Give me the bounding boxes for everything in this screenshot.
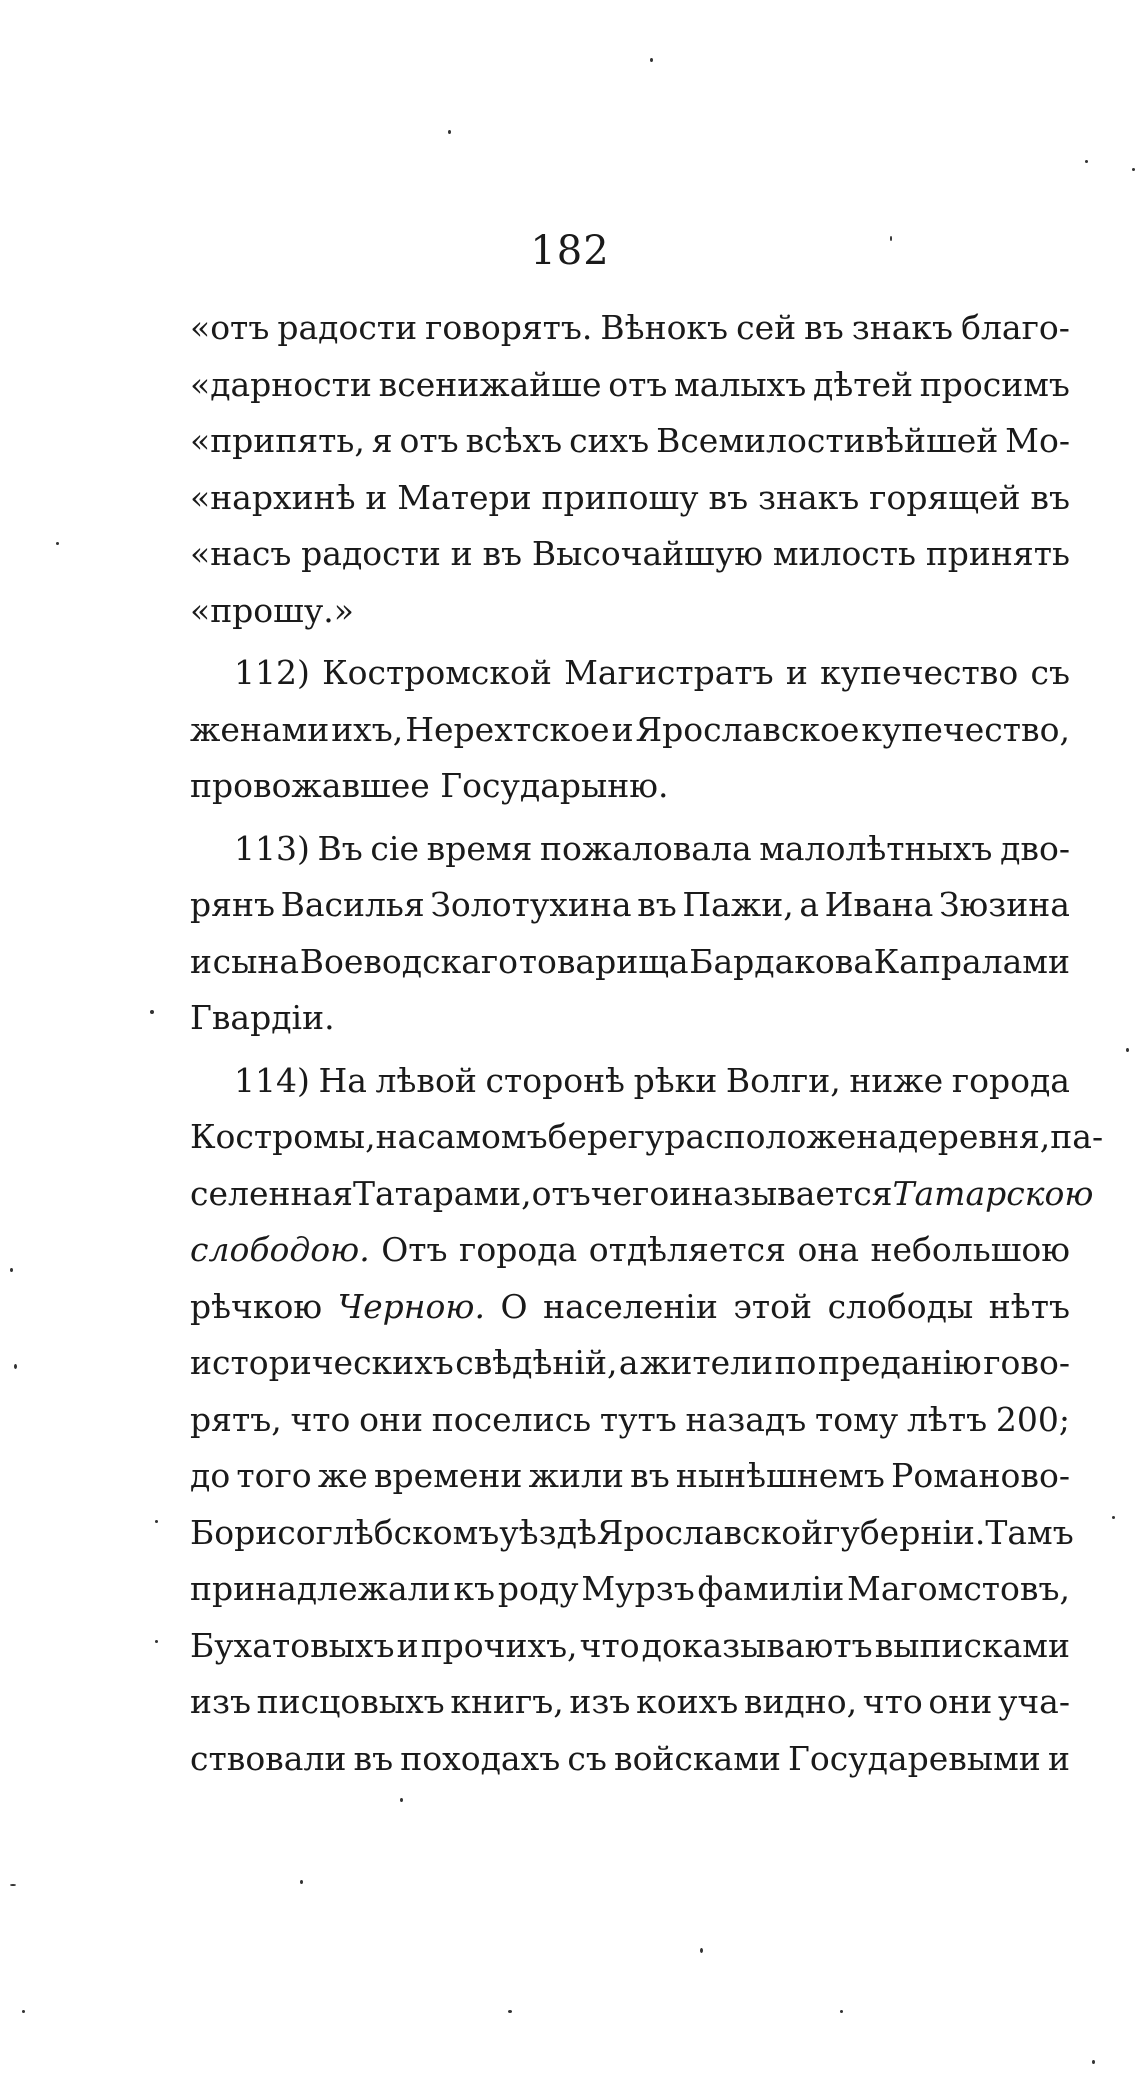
word: поселись (431, 1399, 592, 1439)
word: книгъ, (450, 1682, 564, 1721)
word: до (190, 1456, 231, 1495)
word: къ (453, 1569, 496, 1608)
word: 200; (995, 1399, 1070, 1439)
word: Магистратъ (564, 653, 774, 692)
word: этой (733, 1286, 813, 1326)
word: знакъ (757, 477, 860, 517)
text-line (190, 470, 1070, 527)
scan-speck (840, 2010, 843, 2013)
word: въ (353, 1738, 394, 1778)
text-line (190, 1166, 1094, 1223)
word: и (450, 534, 473, 573)
text-line (190, 702, 1070, 759)
word: она (797, 1230, 859, 1269)
word: ихъ, (331, 709, 404, 749)
text-line (190, 1279, 1070, 1336)
word: гово- (983, 1343, 1070, 1382)
word: коихъ (636, 1682, 739, 1721)
word: милость (772, 534, 917, 573)
scan-speck (1092, 2060, 1095, 2064)
word: и (611, 709, 634, 749)
word: что (862, 1682, 923, 1721)
word: лѣвой (375, 1060, 477, 1100)
word: и (669, 1173, 692, 1213)
word: преданію (817, 1343, 982, 1382)
body-text (190, 300, 1104, 1787)
word: Василья (280, 885, 425, 924)
word: Борисоглѣбскомъ (190, 1512, 500, 1552)
word: въ (637, 885, 677, 924)
word: берегу (547, 1117, 665, 1156)
word: Ярославское (635, 709, 860, 749)
word: «прошу.» (190, 590, 354, 630)
text-line (190, 821, 1070, 878)
text-line (190, 1448, 1070, 1505)
word: они (359, 1399, 424, 1439)
scan-speck (155, 1520, 158, 1523)
word: въ (804, 308, 844, 347)
word: Волги, (725, 1060, 841, 1100)
word: а (799, 885, 819, 924)
scan-speck (400, 1798, 403, 1802)
word: Государыню. (440, 766, 669, 805)
word: уѣздѣ (499, 1512, 597, 1552)
text-line (190, 1618, 1070, 1675)
word: «дарности (190, 364, 372, 404)
word: всѣхъ (465, 421, 563, 460)
word: деревня, (897, 1117, 1051, 1156)
word: Государевыми (788, 1738, 1041, 1778)
page-number: 182 (530, 228, 610, 274)
word: купечество (820, 653, 1019, 692)
word: отъ (531, 1173, 591, 1213)
word: рятъ, (190, 1399, 282, 1439)
word: припошу (541, 477, 699, 517)
word: рѣки (633, 1060, 718, 1100)
word: Ярославской (596, 1512, 824, 1552)
paragraph-113 (190, 821, 1070, 1047)
word: «отъ (190, 308, 270, 347)
word: нынѣшнемъ (675, 1456, 885, 1495)
word: и (1047, 1738, 1070, 1778)
word: горящей (869, 477, 1021, 517)
word: слободою. (190, 1230, 370, 1269)
scan-speck (650, 58, 653, 62)
word: губерніи. (823, 1512, 986, 1552)
word: Романово- (891, 1456, 1070, 1495)
word: фамиліи (697, 1569, 845, 1608)
word: же (317, 1456, 368, 1495)
word: роду (497, 1569, 579, 1608)
word: радости (277, 308, 418, 347)
word: изъ (569, 1682, 631, 1721)
word: а (618, 1343, 639, 1382)
text-line (190, 357, 1070, 414)
word: Мо- (1005, 421, 1070, 460)
word: съ (567, 1738, 607, 1778)
word: что (579, 1625, 640, 1665)
word: слободы (827, 1286, 974, 1326)
word: и (785, 653, 808, 692)
word: малыхъ (674, 364, 807, 404)
scan-speck (56, 542, 59, 545)
word: Въ (317, 828, 363, 868)
word: Зюзина (938, 885, 1070, 924)
scan-speck (508, 2010, 512, 2013)
word: называется (691, 1173, 893, 1213)
text-line (190, 1505, 1074, 1562)
word: рянъ (190, 885, 275, 924)
word: Гвардіи. (190, 998, 335, 1037)
word: тому (814, 1399, 899, 1439)
scan-speck (155, 1640, 158, 1643)
word: просимъ (919, 364, 1070, 404)
word: въ (630, 1456, 670, 1495)
word: «насъ (190, 534, 292, 573)
word: На (318, 1060, 367, 1100)
word: Татарами, (353, 1173, 532, 1213)
text-line (190, 1109, 1104, 1166)
word: женами (190, 709, 330, 749)
word: Пажи, (682, 885, 794, 924)
word: они (928, 1682, 993, 1721)
word: Высочайшую (531, 534, 764, 573)
word: жили (528, 1456, 624, 1495)
word: Нерехтское (405, 709, 610, 749)
word: населеніи (543, 1286, 718, 1326)
word: въ (482, 534, 523, 573)
word: нѣтъ (988, 1286, 1070, 1326)
word: и (396, 1625, 419, 1665)
word: я (371, 421, 393, 460)
word: говорятъ. (425, 308, 593, 347)
word: сихъ (569, 421, 650, 460)
text-line (190, 1731, 1070, 1788)
word: знакъ (851, 308, 954, 347)
text-line (190, 526, 1070, 583)
word: всенижайше (378, 364, 602, 404)
scan-speck (22, 2010, 25, 2013)
word: уча- (997, 1682, 1070, 1721)
word: 113) (234, 828, 310, 868)
word: малолѣтныхъ (759, 828, 993, 868)
word: Татарскою (892, 1173, 1094, 1213)
word: Воеводскаго (299, 941, 519, 981)
text-line (190, 758, 1070, 815)
word: въ (708, 477, 749, 517)
scan-speck (10, 1268, 13, 1272)
word: сей (736, 308, 797, 347)
word: съ (1030, 653, 1070, 692)
word: прочихъ, (420, 1625, 578, 1665)
text-line (190, 1561, 1070, 1618)
word: отъ (608, 364, 668, 404)
word: Бухатовыхъ (190, 1625, 395, 1665)
scan-speck (150, 1010, 154, 1014)
text-line (190, 583, 1070, 640)
word: видно, (743, 1682, 858, 1721)
word: ствовали (190, 1738, 347, 1778)
text-line (190, 990, 1070, 1047)
word: времени (373, 1456, 523, 1495)
word: пожаловала (540, 828, 752, 868)
scan-speck (890, 236, 892, 241)
word: отъ (399, 421, 459, 460)
word: Бардакова (689, 941, 873, 981)
word: «нархинѣ (190, 477, 356, 517)
word: сіе (370, 828, 419, 868)
word: Капралами (873, 941, 1070, 981)
word: и (365, 477, 388, 517)
word: жители (640, 1343, 774, 1382)
word: историческихъ (190, 1343, 454, 1382)
word: походахъ (400, 1738, 561, 1778)
word: Мурзъ (581, 1569, 695, 1608)
word: назадъ (685, 1399, 807, 1439)
word: выписками (874, 1625, 1070, 1665)
word: небольшою (870, 1230, 1070, 1269)
word: расположена (664, 1117, 898, 1156)
text-line (190, 300, 1070, 357)
text-line (190, 934, 1070, 991)
word: изъ (190, 1682, 251, 1721)
word: Черною. (337, 1286, 485, 1326)
scan-speck (1112, 1516, 1115, 1519)
word: принять (925, 534, 1070, 573)
word: Всемилостивѣйшей (656, 421, 999, 460)
word: время (426, 828, 533, 868)
word: сторонѣ (485, 1060, 625, 1100)
word: Матери (397, 477, 532, 517)
text-line (190, 645, 1070, 702)
word: тутъ (599, 1399, 677, 1439)
word: писцовыхъ (256, 1682, 445, 1721)
word: принадлежали (190, 1569, 451, 1608)
word: доказываютъ (641, 1625, 873, 1665)
word: лѣтъ (906, 1399, 988, 1439)
word: въ (1030, 477, 1070, 517)
word: рѣчкою (190, 1286, 323, 1326)
word: 114) (234, 1060, 310, 1100)
word: селенная (190, 1173, 353, 1213)
word: что (290, 1399, 351, 1439)
scan-speck (700, 1948, 703, 1953)
word: города (951, 1060, 1070, 1100)
word: сына (212, 941, 300, 981)
word: Золотухина (430, 885, 632, 924)
word: Костромской (322, 653, 552, 692)
word: Вѣнокъ (600, 308, 729, 347)
word: чего (590, 1173, 670, 1213)
word: на (375, 1117, 418, 1156)
word: и (190, 941, 212, 981)
word: Отъ (381, 1230, 448, 1269)
word: дво- (1000, 828, 1070, 868)
text-line (190, 1674, 1070, 1731)
scan-speck (300, 1880, 303, 1884)
word: радости (301, 534, 441, 573)
text-line (190, 1335, 1070, 1392)
word: самомъ (417, 1117, 548, 1156)
text-line (190, 1053, 1070, 1110)
word: города (459, 1230, 578, 1269)
paragraph-112 (190, 645, 1070, 815)
word: «припять, (190, 421, 365, 460)
word: Магомстовъ, (847, 1569, 1070, 1608)
scan-speck (448, 130, 451, 134)
word: по (774, 1343, 817, 1382)
word: Костромы, (190, 1117, 376, 1156)
word: благо- (961, 308, 1070, 347)
word: провожавшее (190, 766, 430, 805)
paragraph-quote-continuation (190, 300, 1070, 639)
text-line (190, 413, 1070, 470)
word: свѣдѣній, (455, 1343, 618, 1382)
word: дѣтей (813, 364, 914, 404)
word: товарища (518, 941, 689, 981)
word: О (500, 1286, 528, 1326)
word: купечество, (861, 709, 1070, 749)
word: 112) (234, 653, 310, 692)
text-line (190, 877, 1070, 934)
text-line (190, 1392, 1070, 1449)
word: Ивана (824, 885, 934, 924)
word: войсками (613, 1738, 781, 1778)
word: отдѣляется (588, 1230, 786, 1269)
word: Тамъ (985, 1512, 1074, 1552)
scan-speck (1085, 160, 1088, 163)
word: ниже (849, 1060, 944, 1100)
word: того (236, 1456, 312, 1495)
text-line (190, 1222, 1070, 1279)
scan-speck (1132, 168, 1135, 171)
word: па- (1050, 1117, 1104, 1156)
scan-speck (14, 1364, 17, 1369)
paragraph-114 (190, 1053, 1104, 1788)
scan-speck (1126, 1048, 1129, 1052)
scan-speck (10, 1884, 16, 1886)
